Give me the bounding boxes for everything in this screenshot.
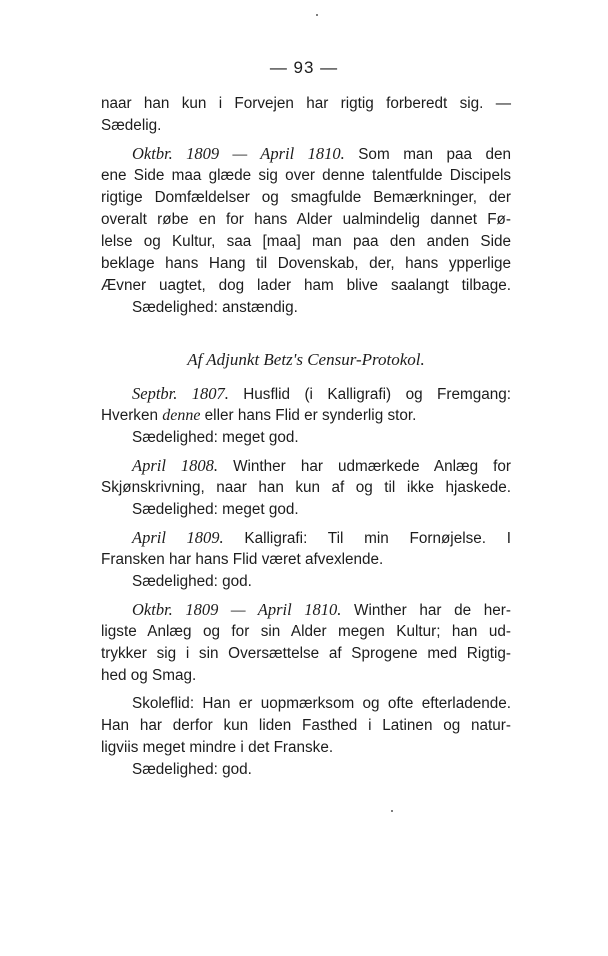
entry-text: Winther har de her- <box>354 602 511 619</box>
text-line: ene Side maa glæde sig over denne talentfulde Discipels <box>101 167 511 184</box>
text-line: overalt røbe en for hans Alder ualmindelig dannet Fø- <box>101 211 511 228</box>
page-body <box>101 93 511 781</box>
text-span: Hverken <box>101 407 158 424</box>
text-line: Fransken har hans Flid været afvexlende. <box>101 551 384 568</box>
paper-speck <box>391 810 393 812</box>
conduct-line: Sædelighed: god. <box>132 761 252 778</box>
conduct-line: Sædelighed: anstændig. <box>132 299 298 316</box>
text-span: eller hans Flid er synderlig stor. <box>204 407 417 424</box>
text-line: ligviis meget mindre i det Franske. <box>101 739 334 756</box>
spacer <box>101 373 511 383</box>
entry-first-line <box>101 143 511 165</box>
section-heading: Af Adjunkt Betz's Censur-Protokol. <box>187 350 425 369</box>
paper-speck <box>316 14 318 16</box>
entry-date: April 1808. <box>132 456 218 475</box>
text-line <box>101 405 511 427</box>
entry-first-line <box>101 527 511 549</box>
text-line: lelse og Kultur, saa [maa] man paa den anden Side <box>101 233 511 250</box>
text-line: Skjønskrivning, naar han kun af og til ikke hjaskede. <box>101 479 511 496</box>
text-line: beklage hans Hang til Dovenskab, der, hans ypperlige <box>101 255 511 272</box>
entry-first-line <box>101 599 511 621</box>
text-line: rigtige Domfældelser og smagfulde Bemærkninger, der <box>101 189 511 206</box>
conduct-line: Sædelighed: meget god. <box>132 501 299 518</box>
entry-date: Oktbr. 1809 — April 1810. <box>132 144 345 163</box>
entry-text: Som man paa den <box>358 146 511 163</box>
entry-date: April 1809. <box>132 528 224 547</box>
entry-date: Septbr. 1807. <box>132 384 229 403</box>
entry-text: Winther har udmærkede Anlæg for <box>233 458 512 475</box>
conduct-line: Sædelighed: meget god. <box>132 429 299 446</box>
entry-first-line <box>101 455 511 477</box>
text-line: trykker sig i sin Oversættelse af Sprogene med Rigtig- <box>101 645 511 662</box>
page-number: — 93 — <box>269 58 339 77</box>
entry-text: Kalligrafi: Til min Fornøjelse. I <box>244 530 512 547</box>
spacer <box>101 319 511 349</box>
emphasis-text: denne <box>162 407 201 424</box>
entry-text: Husflid (i Kalligrafi) og Fremgang: <box>243 386 511 403</box>
text-line: naar han kun i Forvejen har rigtig forberedt sig. — <box>101 95 511 112</box>
conduct-line: Sædelighed: god. <box>132 573 252 590</box>
entry-date: Oktbr. 1809 — April 1810. <box>132 600 342 619</box>
text-line: Sædelig. <box>101 117 162 134</box>
text-line: Skoleflid: Han er uopmærksom og ofte efterladende. <box>132 695 511 712</box>
entry-first-line <box>101 383 511 405</box>
text-line: Han har derfor kun liden Fasthed i Latinen og natur- <box>101 717 511 734</box>
text-line: Ævner uagtet, dog lader ham blive saalangt tilbage. <box>101 277 511 294</box>
text-line: ligste Anlæg og for sin Alder megen Kultur; han ud- <box>101 623 511 640</box>
text-line: hed og Smag. <box>101 667 197 684</box>
